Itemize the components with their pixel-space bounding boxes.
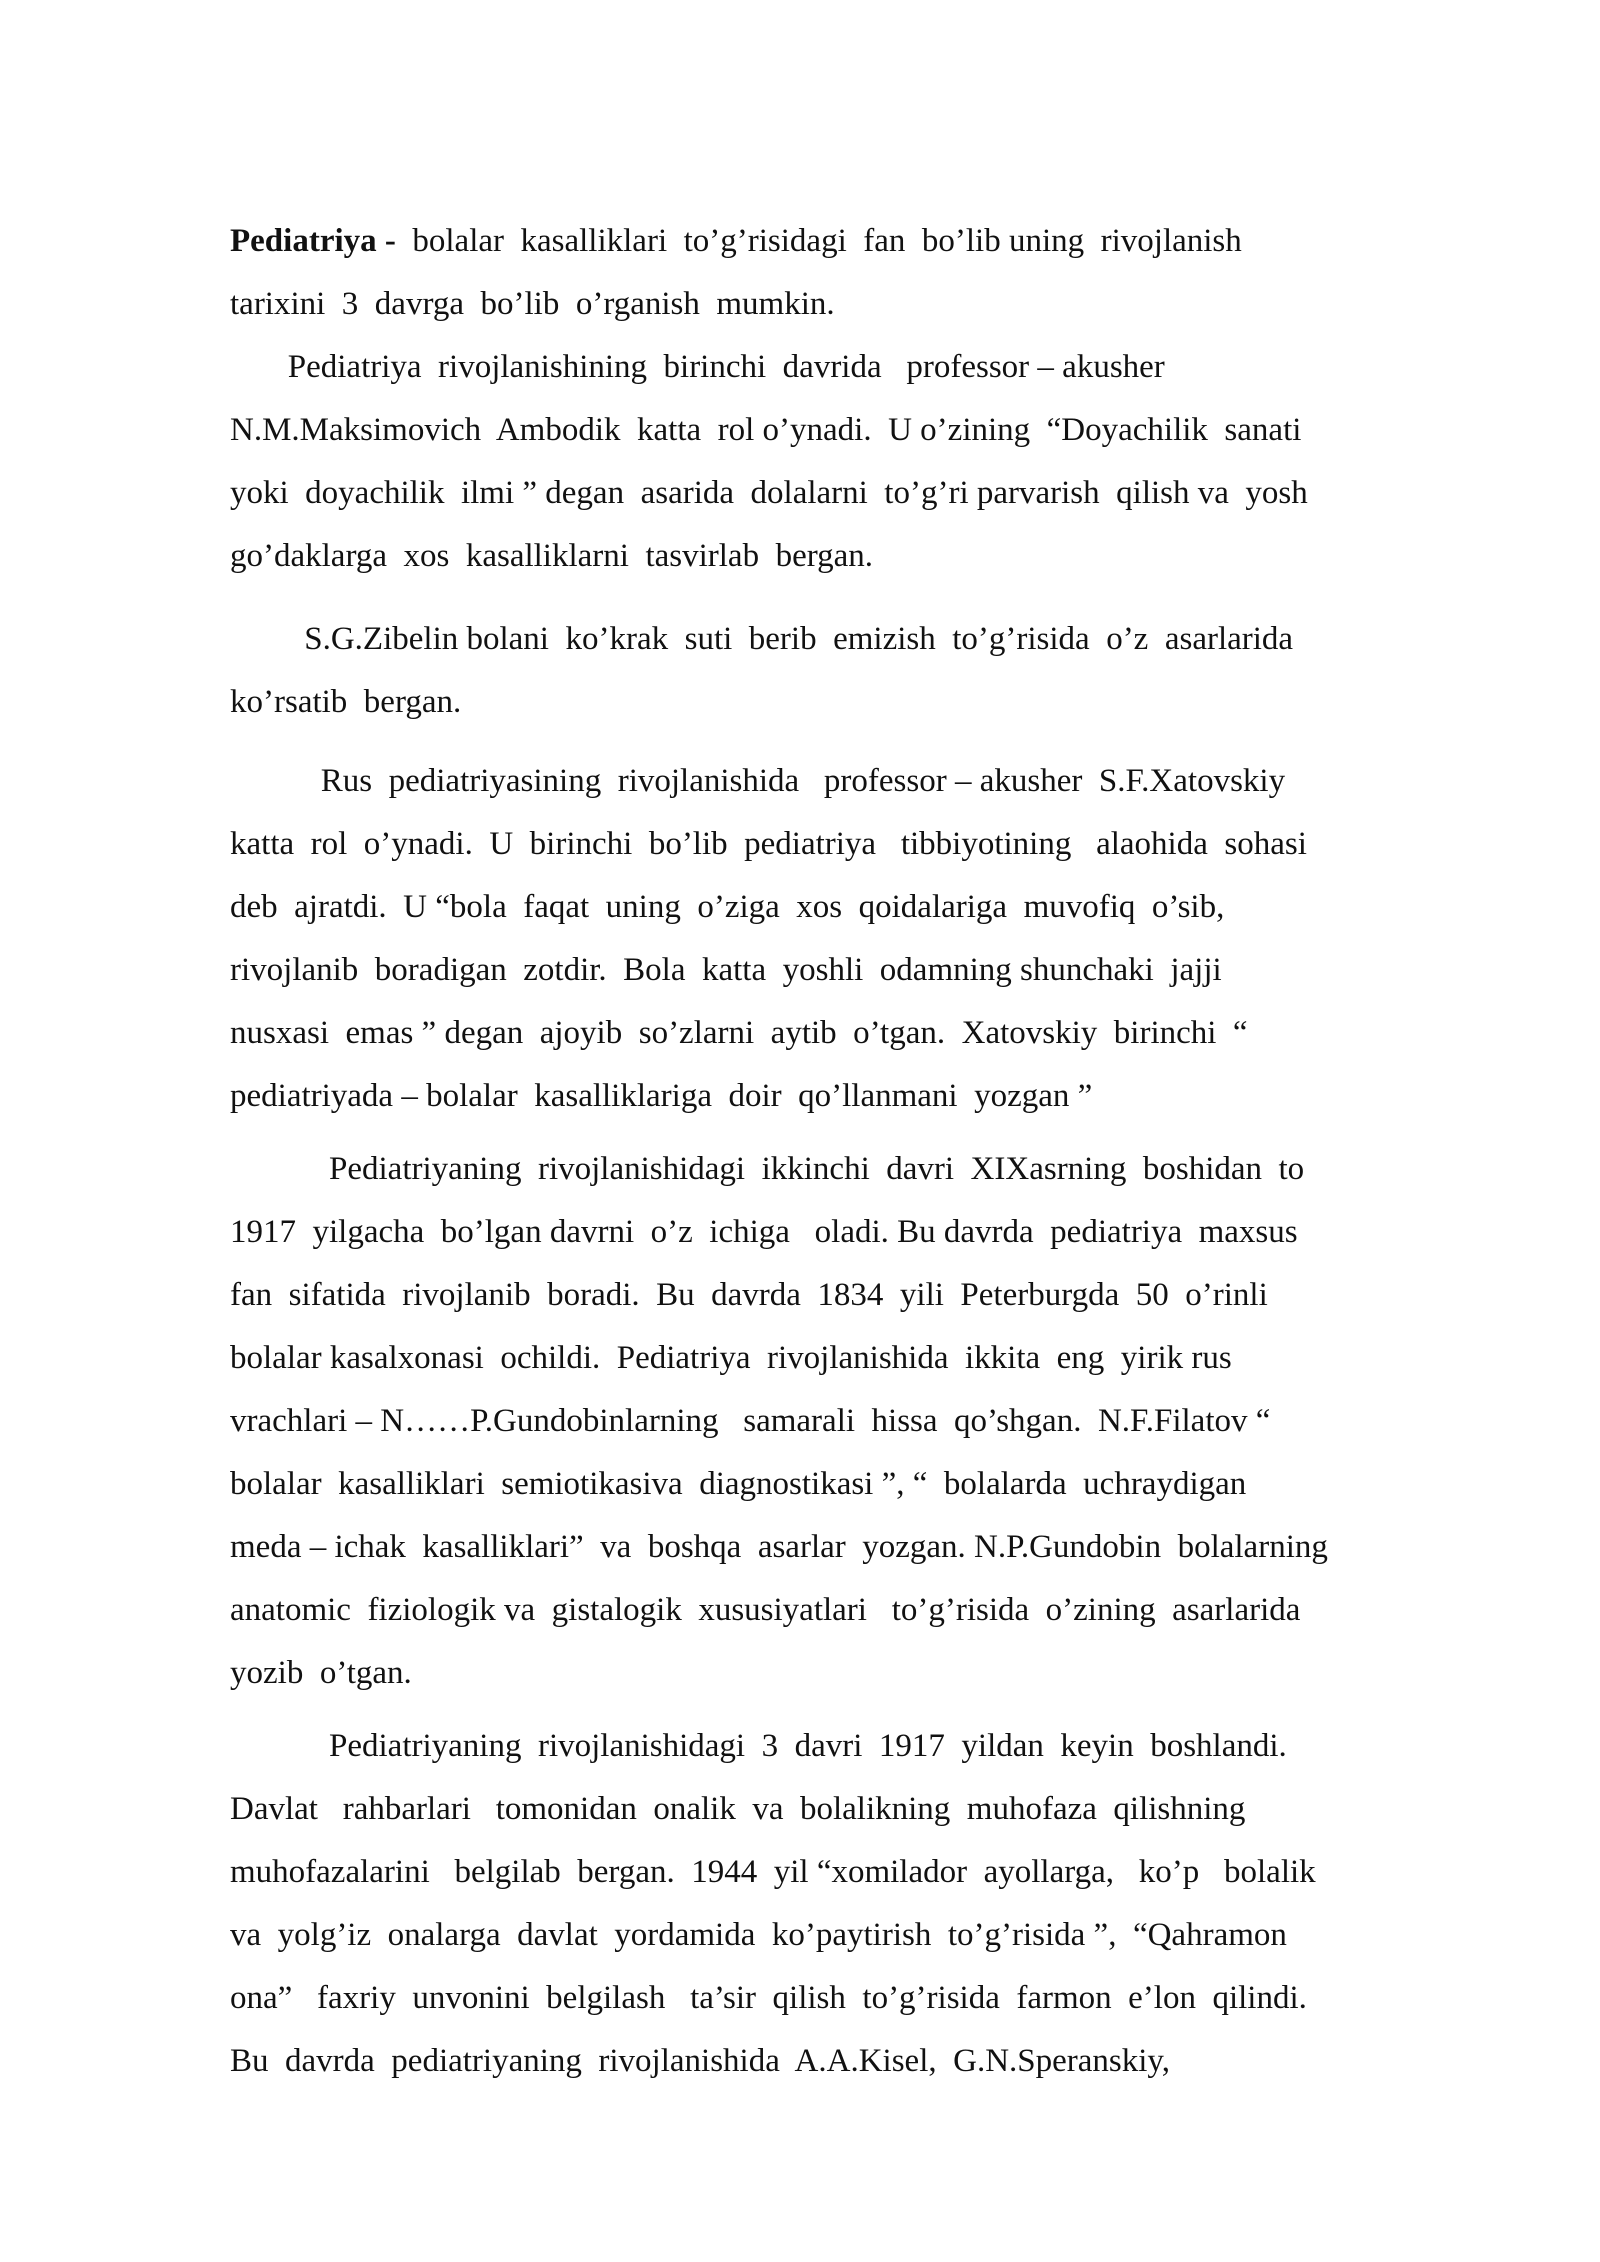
text-line-20: bolalar kasalliklari semiotikasiva diagnostikasi ”, “ bolalarda uchraydigan — [230, 1466, 1247, 1502]
text-line-19: vrachlari – N……P.Gundobinlarning samarali hissa qo’shgan. N.F.Filatov “ — [230, 1403, 1271, 1439]
text-line-11: deb ajratdi. U “bola faqat uning o’ziga xos qoidalariga muvofiq o’sib, — [230, 889, 1225, 925]
text-line-22: anatomic fiziologik va gistalogik xususiyatlari to’g’risida o’zining asarlarida — [230, 1592, 1301, 1628]
text-line-21: meda – ichak kasalliklari” va boshqa asarlar yozgan. N.P.Gundobin bolalarning — [230, 1529, 1328, 1565]
text-line-23: yozib o’tgan. — [230, 1655, 412, 1691]
text-line-25: Davlat rahbarlari tomonidan onalik va bolalikning muhofaza qilishning — [230, 1791, 1246, 1827]
text-line-10: katta rol o’ynadi. U birinchi bo’lib pediatriya tibbiyotining alaohida sohasi — [230, 826, 1307, 862]
text-line-29: Bu davrda pediatriyaning rivojlanishida A.A.Kisel, G.N.Speranskiy, — [230, 2043, 1171, 2079]
text-line-4: N.M.Maksimovich Ambodik katta rol o’ynadi. U o’zining “Doyachilik sanati — [230, 412, 1302, 448]
text-line-1-rest: bolalar kasalliklari to’g’risidagi fan bo’lib uning rivojlanish — [395, 223, 1242, 259]
text-line-14: pediatriyada – bolalar kasalliklariga doir qo’llanmani yozgan ” — [230, 1078, 1093, 1114]
text-line-27: va yolg’iz onalarga davlat yordamida ko’paytirish to’g’risida ”, “Qahramon — [230, 1917, 1287, 1953]
text-line-18: bolalar kasalxonasi ochildi. Pediatriya rivojlanishida ikkita eng yirik rus — [230, 1340, 1232, 1376]
text-line-12: rivojlanib boradigan zotdir. Bola katta yoshli odamning shunchaki jajji — [230, 952, 1222, 988]
text-line-7: S.G.Zibelin bolani ko’krak suti berib emizish to’g’risida o’z asarlarida — [230, 621, 1294, 657]
text-line-15: Pediatriyaning rivojlanishidagi ikkinchi davri XIXasrning boshidan to — [230, 1151, 1305, 1187]
text-line-9: Rus pediatriyasining rivojlanishida professor – akusher S.F.Xatovskiy — [230, 763, 1286, 799]
text-line-16: 1917 yilgacha bo’lgan davrni o’z ichiga oladi. Bu davrda pediatriya maxsus — [230, 1214, 1298, 1250]
text-line-3: Pediatriya rivojlanishining birinchi davrida professor – akusher — [230, 349, 1165, 385]
lead-term: Pediatriya - — [230, 223, 396, 259]
text-line-5: yoki doyachilik ilmi ” degan asarida dolalarni to’g’ri parvarish qilish va yosh — [230, 475, 1308, 511]
text-line-17: fan sifatida rivojlanib boradi. Bu davrda 1834 yili Peterburgda 50 o’rinli — [230, 1277, 1268, 1313]
text-line-6: go’daklarga xos kasalliklarni tasvirlab bergan. — [230, 538, 874, 574]
text-line-28: ona” faxriy unvonini belgilash ta’sir qilish to’g’risida farmon e’lon qilindi. — [230, 1980, 1307, 2016]
text-line-26: muhofazalarini belgilab bergan. 1944 yil “xomilador ayollarga, ko’p bolalik — [230, 1854, 1316, 1890]
text-line-2: tarixini 3 davrga bo’lib o’rganish mumkin. — [230, 286, 835, 322]
text-line-13: nusxasi emas ” degan ajoyib so’zlarni aytib o’tgan. Xatovskiy birinchi “ — [230, 1015, 1248, 1051]
text-line-1 — [230, 225, 1242, 265]
text-line-24: Pediatriyaning rivojlanishidagi 3 davri 1917 yildan keyin boshlandi. — [230, 1728, 1287, 1764]
text-line-8: ko’rsatib bergan. — [230, 684, 462, 720]
